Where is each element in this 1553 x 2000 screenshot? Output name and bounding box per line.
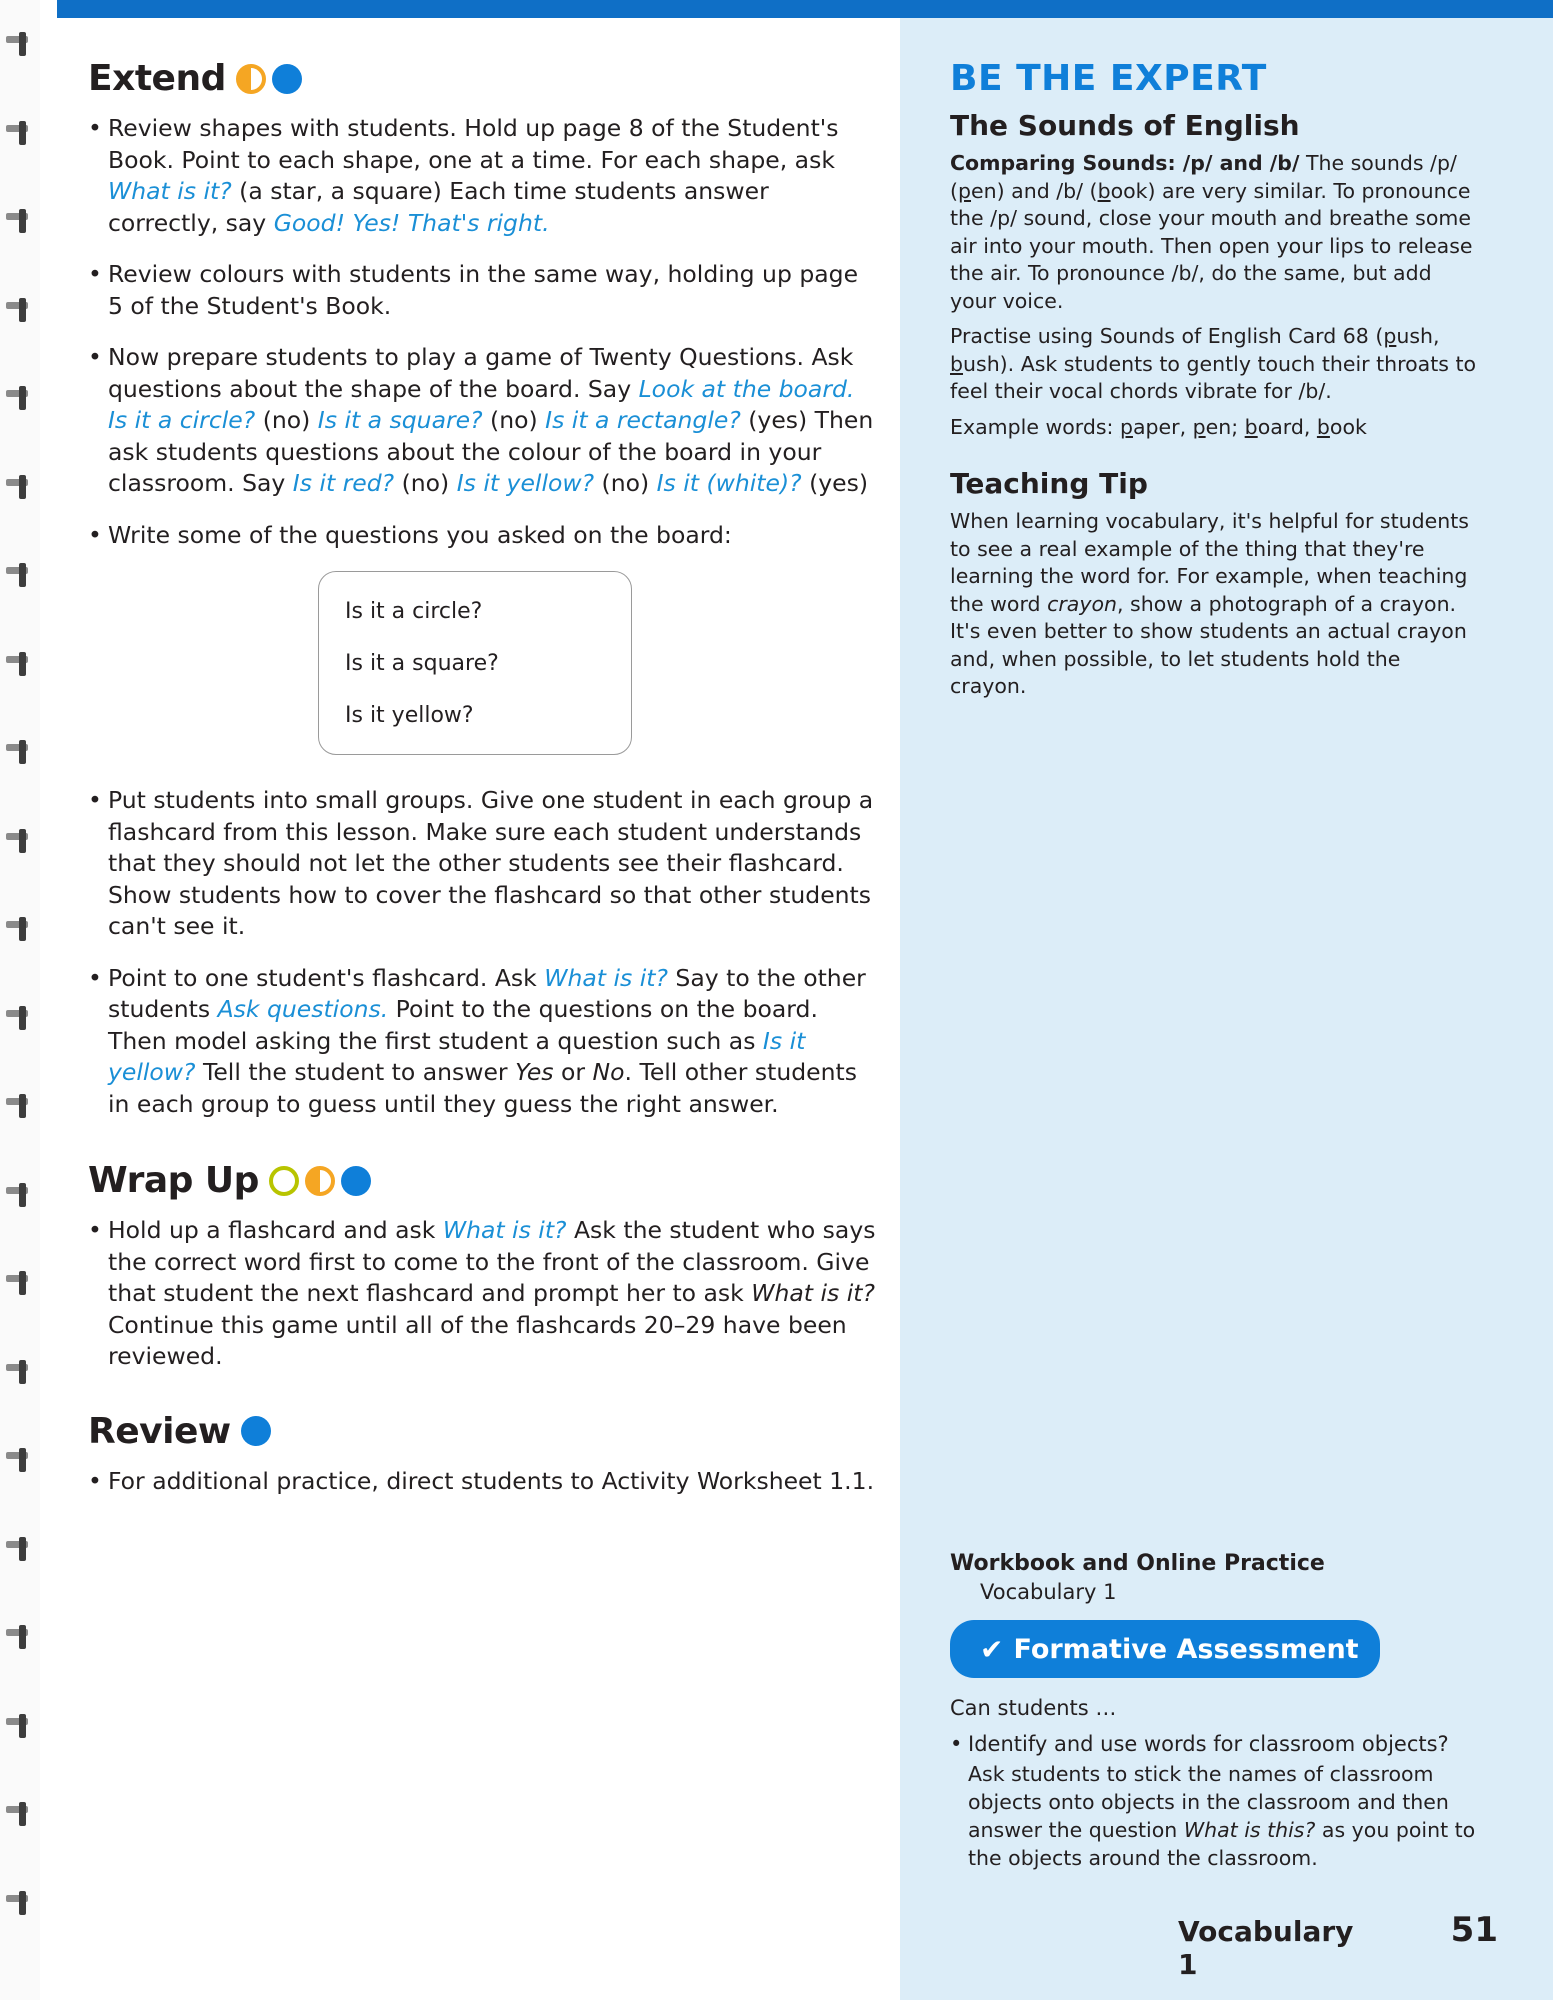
comparing-sounds-paragraph: Comparing Sounds: /p/ and /b/ The sounds /p/ (pen) and /b/ (book) are very similar. To pronounce the /p/ sound, close your mouth and breathe some air into your mouth. Then open your lips to release the air. To pronounce /b/, do the same, but add your voice.: [950, 151, 1473, 313]
wrap-up-level-indicators: [269, 1166, 371, 1196]
page-footer: [1178, 1910, 1498, 1981]
full-circle-icon: [241, 1416, 271, 1446]
binding-ring: [2, 1094, 30, 1120]
formative-assessment-label: Formative Assessment: [1013, 1633, 1359, 1665]
binding-ring: [2, 652, 30, 678]
half-circle-icon: [305, 1166, 335, 1196]
extend-heading: [88, 58, 878, 99]
binding-ring: [2, 563, 30, 589]
assessment-detail: Ask students to stick the names of classroom objects onto objects in the classroom and then answer the question What is this? as you point to the objects around the classroom.: [968, 1762, 1476, 1870]
list-item: • Review colours with students in the same way, holding up page 5 of the Student's Book.: [88, 259, 878, 322]
left-column: [88, 58, 878, 1517]
binding-ring: [2, 298, 30, 324]
review-heading: [88, 1411, 878, 1452]
sounds-of-english-title: The Sounds of English: [950, 109, 1300, 142]
binding-ring: [2, 1448, 30, 1474]
list-item: • Review shapes with students. Hold up page 8 of the Student's Book. Point to each shape, one at a time. For each shape, ask What is it? (a star, a square) Each time students answer correctly, say Good! Yes! That's right.: [88, 113, 878, 239]
binding-ring: [2, 1714, 30, 1740]
full-circle-icon: [272, 64, 302, 94]
wrap-up-heading: [88, 1160, 878, 1201]
be-the-expert-column: [950, 58, 1482, 709]
binding-ring: [2, 1183, 30, 1209]
example-words: Example words: paper, pen; board, book: [950, 414, 1367, 439]
workbook-title: Workbook and Online Practice: [950, 1551, 1325, 1576]
binding-ring: [2, 1891, 30, 1917]
binding-ring: [2, 475, 30, 501]
binding-ring: [2, 1360, 30, 1386]
teaching-tip-title: Teaching Tip: [950, 467, 1148, 500]
review-title: Review: [88, 1410, 231, 1452]
can-students-text: Can students …: [950, 1696, 1117, 1720]
binding-ring: [2, 1537, 30, 1563]
half-circle-icon: [236, 64, 266, 94]
workbook-subtitle: Vocabulary 1: [980, 1580, 1117, 1604]
review-list: [88, 1466, 878, 1498]
wrap-up-list: [88, 1215, 878, 1373]
top-color-bar: [57, 0, 1553, 18]
page-number: 51: [1450, 1910, 1498, 1950]
assessment-question: • Identify and use words for classroom objects?: [950, 1730, 1490, 1758]
binding-ring: [2, 1625, 30, 1651]
board-question: Is it yellow?: [345, 703, 474, 728]
teaching-tip-paragraph: When learning vocabulary, it's helpful for students to see a real example of the thing that they're learning the word for. For example, when teaching the word crayon, show a photograph of a crayon. It's even better to show students an actual crayon and, when possible, to let students hold the crayon.: [950, 509, 1469, 698]
full-circle-icon: [341, 1166, 371, 1196]
review-level-indicators: [241, 1416, 271, 1446]
formative-assessment-banner: [950, 1620, 1380, 1678]
empty-circle-icon: [269, 1166, 299, 1196]
be-the-expert-title: BE THE EXPERT: [950, 58, 1267, 99]
list-item: • Hold up a flashcard and ask What is it? Ask the student who says the correct word first to come to the front of the classroom. Give that student the next flashcard and prompt her to ask What is it? Continue this game until all of the flashcards 20–29 have been reviewed.: [88, 1215, 878, 1373]
list-item: • Write some of the questions you asked on the board:: [88, 520, 878, 552]
extend-level-indicators: [236, 64, 302, 94]
binding-ring: [2, 917, 30, 943]
binding-ring: [2, 386, 30, 412]
binding-ring: [2, 121, 30, 147]
list-item: • Point to one student's flashcard. Ask What is it? Say to the other students Ask questions. Point to the questions on the board. Then model asking the first student a question such as Is it yellow? Tell the student to answer Yes or No. Tell other students in each group to guess until they guess the right answer.: [88, 963, 878, 1121]
list-item: • Now prepare students to play a game of Twenty Questions. Ask questions about the shape of the board. Say Look at the board. Is it a circle? (no) Is it a square? (no) Is it a rectangle? (yes) Then ask students questions about the colour of the board in your classroom. Say Is it red? (no) Is it yellow? (no) Is it (white)? (yes): [88, 342, 878, 500]
binding-ring: [2, 1271, 30, 1297]
list-item: • For additional practice, direct students to Activity Worksheet 1.1.: [88, 1466, 878, 1498]
binding-ring: [2, 740, 30, 766]
extend-title: Extend: [88, 58, 226, 99]
board-question: Is it a square?: [345, 651, 499, 676]
board-question: Is it a circle?: [345, 599, 483, 624]
practise-paragraph: Practise using Sounds of English Card 68 (push, bush). Ask students to gently touch their throats to feel their vocal chords vibrate for /b/.: [950, 324, 1477, 403]
board-questions-box: [318, 571, 632, 755]
binding-ring: [2, 1802, 30, 1828]
list-item: • Put students into small groups. Give one student in each group a flashcard from this lesson. Make sure each student understands that they should not let the other students see their flashcard. Show students how to cover the flashcard so that other students can't see it.: [88, 785, 878, 943]
checkmark-icon: ✔: [980, 1632, 1004, 1666]
extend-list-continued: [88, 785, 878, 1120]
binding-ring: [2, 829, 30, 855]
extend-list: [88, 113, 878, 551]
spiral-binding: [0, 0, 40, 2000]
workbook-section: [950, 1550, 1490, 1872]
footer-unit-label: Vocabulary 1: [1178, 1915, 1354, 1981]
binding-ring: [2, 209, 30, 235]
wrap-up-title: Wrap Up: [88, 1160, 259, 1201]
binding-ring: [2, 32, 30, 58]
binding-ring: [2, 1006, 30, 1032]
